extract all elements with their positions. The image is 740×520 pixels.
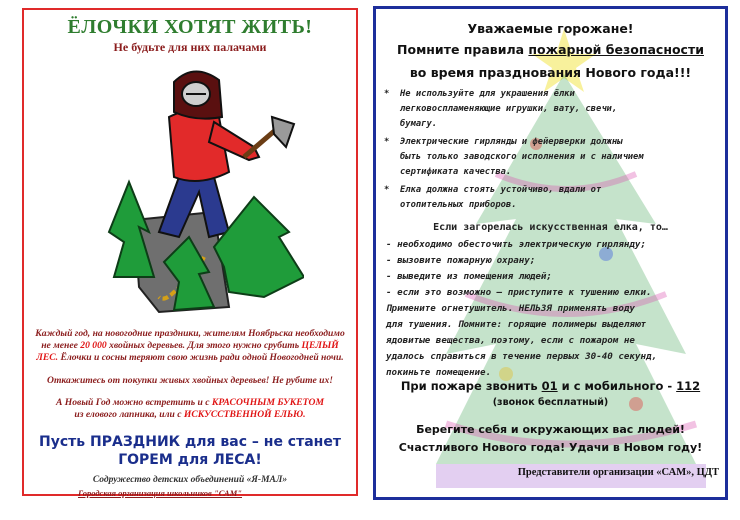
heading2-text: Помните правила xyxy=(397,42,529,57)
action-line: - если это возможно – приступите к тушению елки. xyxy=(386,287,652,298)
rule-line: Елка должна стоять устойчиво, вдали от xyxy=(400,185,602,195)
action-line: удалось справиться в течение первых 30-40 секунд, xyxy=(386,351,658,362)
if-fire-title: Если загорелась искусственная елка, то… xyxy=(433,222,668,233)
rule-line: легковоспламеняющие игрушки, вату, свечи, xyxy=(400,104,618,114)
heading2-underlined: пожарной безопасности xyxy=(528,42,704,57)
para1-forest: ЦЕЛЫЙ ЛЕС. xyxy=(36,340,339,363)
call-text-a: При пожаре звонить xyxy=(400,379,542,393)
left-poster-paragraph-2: Откажитесь от покупки живых хвойных деревьев! Не рубите их! xyxy=(47,375,333,386)
rule-line: Не используйте для украшения ёлки xyxy=(400,89,575,99)
call-free-note: (звонок бесплатный) xyxy=(492,397,609,408)
asterisk-icon: * xyxy=(384,89,390,99)
left-poster-footer: Содружество детских объединений «Я-МАЛ» xyxy=(92,475,288,485)
left-poster-slogan xyxy=(30,433,350,469)
action-line: покиньте помещение. xyxy=(386,367,492,378)
para3-artificial: ИСКУССТВЕННОЙ ЕЛЬЮ. xyxy=(183,409,306,420)
right-poster-heading-1: Уважаемые горожане! xyxy=(467,21,634,36)
new-year-greeting: Счастливого Нового года! Удачи в Новом году! xyxy=(398,441,703,454)
para1-text-c: Ёлочки и сосны теряют свою жизнь ради одной Новогодней ночи. xyxy=(58,352,344,363)
action-line: - вызовите пожарную охрану; xyxy=(386,255,536,266)
para1-text-b: хвойных деревьев. Для этого нужно срубить xyxy=(106,340,302,351)
slogan-line-2: ГОРЕМ для ЛЕСА! xyxy=(118,452,262,468)
rule-line: отопительных приборов. xyxy=(400,200,517,210)
fire-rule-1 xyxy=(386,87,696,132)
action-line: Примените огнетушитель. НЕЛЬЗЯ применять воду xyxy=(386,303,635,314)
action-line: - необходимо обесточить электрическую гирлянду; xyxy=(386,239,646,250)
call-number-112: 112 xyxy=(676,379,701,393)
action-line: - выведите из помещения людей; xyxy=(386,271,552,282)
para3-bouquet: КРАСОЧНЫМ БУКЕТОМ xyxy=(211,397,324,408)
left-poster-paragraph-1 xyxy=(30,328,350,364)
care-message: Берегите себя и окружающих вас людей! xyxy=(416,423,685,436)
representatives-signature: Представители организации «САМ», ЦДТ xyxy=(517,467,719,478)
left-poster-title: ЁЛОЧКИ ХОТЯТ ЖИТЬ! xyxy=(67,16,313,38)
asterisk-icon: * xyxy=(384,137,390,147)
left-poster-subtitle: Не будьте для них палачами xyxy=(113,40,267,54)
slogan-line-1: Пусть ПРАЗДНИК для вас – не станет xyxy=(39,434,341,450)
fire-rule-3 xyxy=(386,183,696,213)
para1-text-a: Каждый год, на новогодние праздники, жителям Ноябрьска необходимо не менее xyxy=(35,328,345,351)
call-number-01: 01 xyxy=(541,379,558,393)
fire-rule-2 xyxy=(386,135,696,180)
action-line: для тушения. Помните: горящие полимеры выделяют xyxy=(386,319,646,330)
rule-line: бумагу. xyxy=(400,119,438,129)
right-poster-heading-2 xyxy=(376,42,725,57)
call-text-b: и с мобильного - xyxy=(557,379,677,393)
para3-text-b: из елового лапника, или с xyxy=(74,409,184,420)
left-poster xyxy=(22,8,358,496)
right-poster xyxy=(373,6,728,500)
left-poster-paragraph-3 xyxy=(30,397,350,421)
left-poster-footer-org: Городская организация школьников "САМ" xyxy=(78,488,242,498)
para1-number: 20 000 xyxy=(80,340,107,351)
rule-line: сертификата качества. xyxy=(400,167,512,177)
lumberjack-illustration xyxy=(104,62,304,317)
asterisk-icon: * xyxy=(384,185,390,195)
right-poster-heading-3: во время празднования Нового года!!! xyxy=(409,65,692,80)
rule-line: быть только заводского исполнения и с наличием xyxy=(400,152,644,162)
rule-line: Электрические гирлянды и фейерверки должны xyxy=(400,137,623,147)
emergency-call-line xyxy=(376,379,725,393)
para3-text-a: А Новый Год можно встретить и с xyxy=(55,397,212,408)
action-line: ядовитые вещества, поэтому, если с пожаром не xyxy=(386,335,635,346)
